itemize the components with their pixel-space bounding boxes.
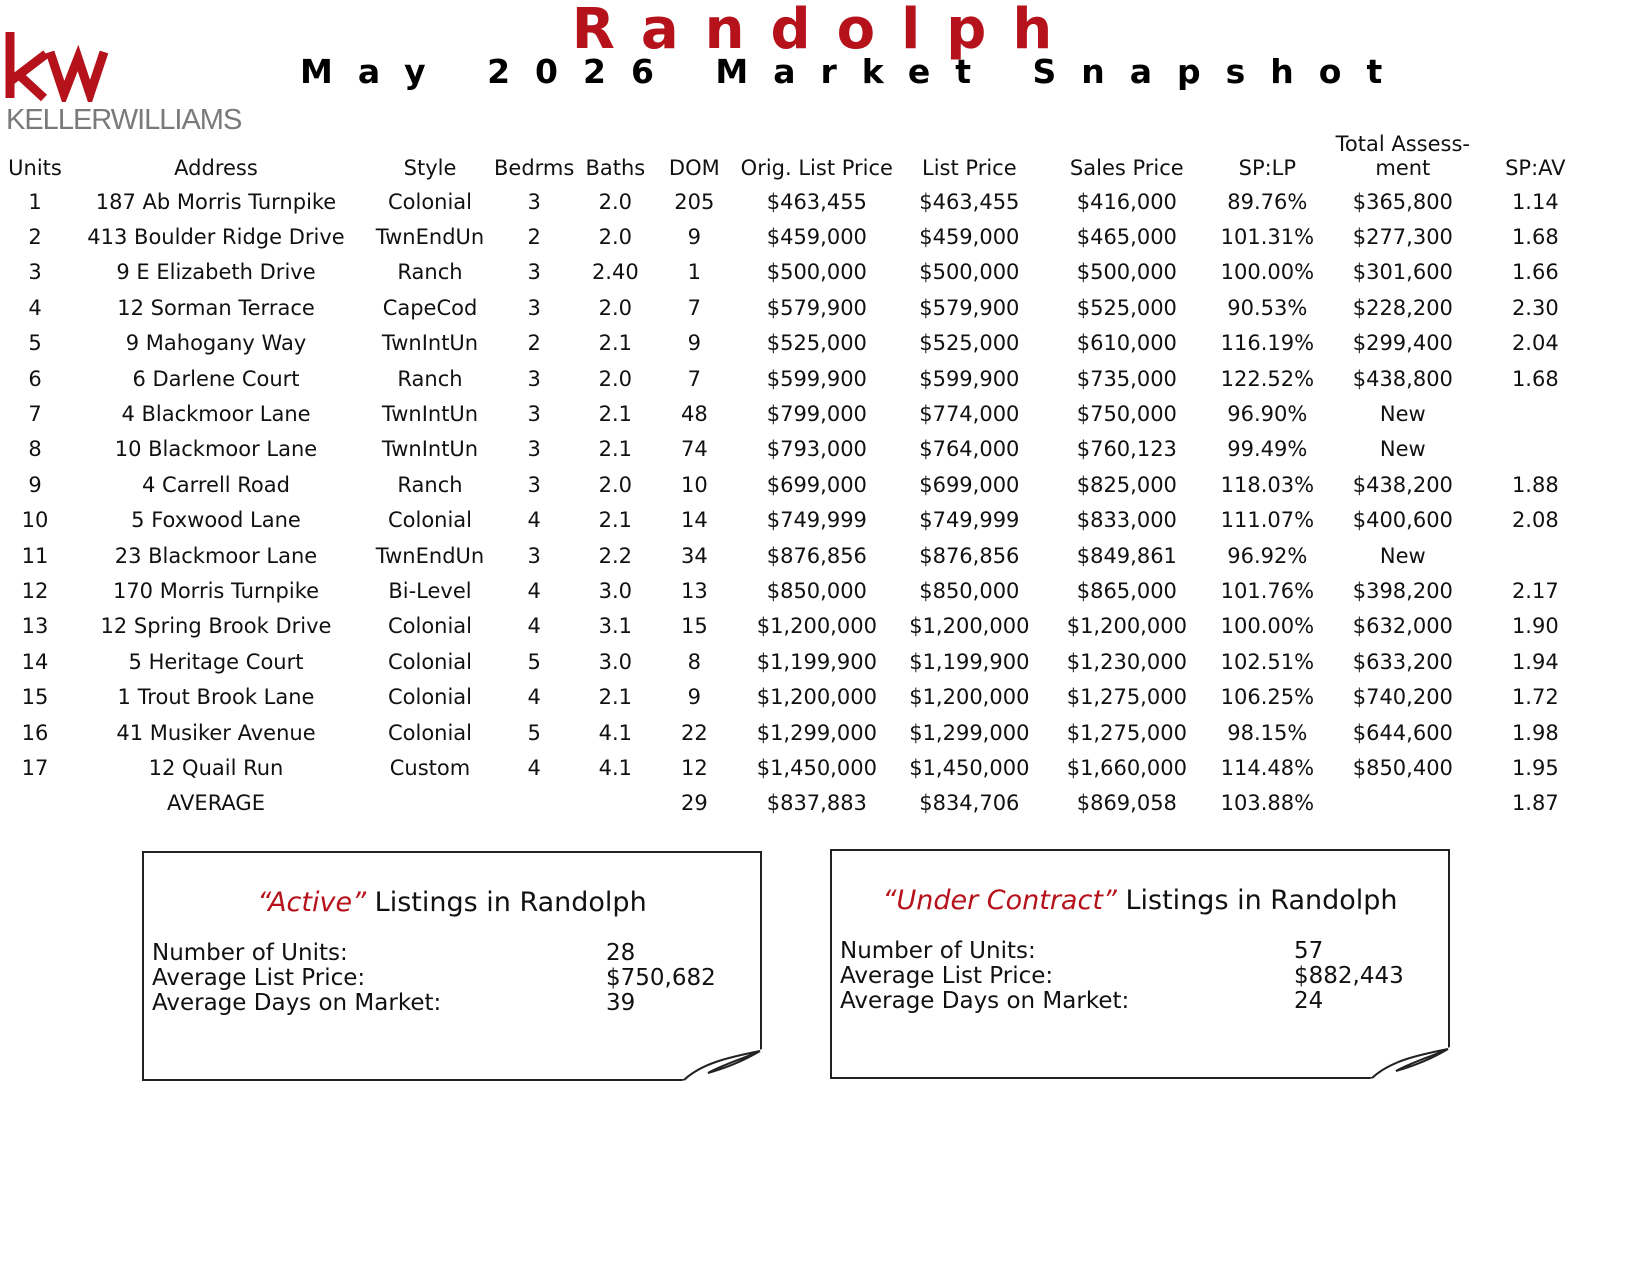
cell-sales-price: $1,200,000 [1066, 614, 1187, 639]
cell-sp-av: 1.72 [1511, 685, 1559, 710]
col-sp-av: SP:AV [1505, 156, 1566, 180]
cell-style: TwnEndUn [375, 543, 485, 568]
col-baths: Baths [585, 156, 646, 180]
cell-sp-av: 1.98 [1511, 720, 1559, 745]
cell-address: 10 Blackmoor Lane [114, 437, 318, 462]
cell-list-price: $774,000 [919, 402, 1020, 427]
cell-style: Colonial [387, 685, 473, 710]
cell-style: Ranch [397, 472, 463, 497]
cell-sp-lp: 90.53% [1227, 295, 1308, 320]
cell-bedrms: 5 [527, 720, 541, 745]
cell-list-price: $1,200,000 [909, 614, 1030, 639]
cell-address: 5 Foxwood Lane [131, 508, 301, 533]
cell-style: Ranch [397, 260, 463, 285]
cell-style: Ranch [397, 366, 463, 391]
cell-units [6, 786, 64, 821]
cell-style: Colonial [387, 720, 473, 745]
cell-style: CapeCod [382, 295, 478, 320]
cell-address: 170 Morris Turnpike [112, 578, 320, 603]
cell-total-assessment: $644,600 [1352, 720, 1453, 745]
cell-dom: 48 [680, 402, 708, 427]
cell-total-assessment: $277,300 [1352, 225, 1453, 250]
table-row [6, 573, 1585, 608]
cell-sp-lp: 98.15% [1227, 720, 1308, 745]
cell-orig-list-price: $837,883 [766, 791, 867, 816]
cell-list-price: $699,000 [919, 472, 1020, 497]
table-row [6, 503, 1585, 538]
cell-sales-price: $416,000 [1076, 189, 1177, 214]
card-row-units: Number of Units: 28 [152, 940, 636, 966]
cell-dom: 9 [687, 225, 702, 250]
cell-baths: 3.0 [598, 649, 633, 674]
table-row [6, 679, 1585, 714]
cell-sp-lp: 89.76% [1227, 189, 1308, 214]
cell-style: Colonial [387, 649, 473, 674]
cell-address: 4 Blackmoor Lane [121, 402, 311, 427]
cell-sp-lp: 111.07% [1220, 508, 1315, 533]
cell-bedrms: 3 [527, 472, 541, 497]
cell-total-assessment: New [1379, 437, 1426, 462]
cell-style: Colonial [387, 508, 473, 533]
cell-baths [576, 786, 654, 821]
cell-baths: 2.0 [598, 295, 633, 320]
cell-units: 2 [28, 225, 42, 250]
cell-sp-lp: 102.51% [1220, 649, 1315, 674]
cell-units: 1 [28, 189, 42, 214]
cell-address: 413 Boulder Ridge Drive [87, 225, 345, 250]
table-header-row [6, 132, 1585, 184]
cell-dom: 12 [680, 755, 708, 780]
cell-style: TwnIntUn [381, 402, 479, 427]
cell-orig-list-price: $463,455 [766, 189, 867, 214]
table-row [6, 361, 1585, 396]
cell-orig-list-price: $459,000 [766, 225, 867, 250]
cell-sp-lp: 116.19% [1220, 331, 1315, 356]
cell-bedrms: 3 [527, 543, 541, 568]
cell-orig-list-price: $1,299,000 [756, 720, 877, 745]
cell-list-price: $579,900 [919, 295, 1020, 320]
cell-orig-list-price: $699,000 [766, 472, 867, 497]
col-total-assessment: Total Assess- ment [1335, 132, 1470, 180]
cell-sales-price: $869,058 [1076, 791, 1177, 816]
cell-bedrms: 3 [527, 189, 541, 214]
cell-bedrms: 2 [527, 225, 541, 250]
cell-sp-av: 1.95 [1511, 755, 1559, 780]
cell-address: 23 Blackmoor Lane [114, 543, 318, 568]
cell-dom: 14 [680, 508, 708, 533]
table-row [6, 184, 1585, 219]
cell-sp-lp: 122.52% [1220, 366, 1315, 391]
cell-style: Custom [389, 755, 471, 780]
cell-sp-lp: 114.48% [1220, 755, 1315, 780]
cell-baths: 3.0 [598, 578, 633, 603]
cell-units: 4 [28, 295, 42, 320]
cell-list-price: $876,856 [919, 543, 1020, 568]
cell-dom: 22 [680, 720, 708, 745]
cell-orig-list-price: $525,000 [766, 331, 867, 356]
cell-units: 10 [21, 508, 49, 533]
cell-style: Colonial [387, 189, 473, 214]
cell-dom: 7 [687, 366, 702, 391]
cell-bedrms: 3 [527, 402, 541, 427]
col-sp-lp: SP:LP [1238, 156, 1297, 180]
cell-list-price: $1,200,000 [909, 685, 1030, 710]
cell-sales-price: $610,000 [1076, 331, 1177, 356]
cell-baths: 2.1 [598, 508, 633, 533]
cell-orig-list-price: $876,856 [766, 543, 867, 568]
cell-style [368, 786, 492, 821]
cell-units: 11 [21, 543, 49, 568]
cell-address: 6 Darlene Court [132, 366, 300, 391]
page-curl-icon [682, 1049, 762, 1081]
col-orig-list-price: Orig. List Price [740, 156, 893, 180]
cell-sales-price: $865,000 [1076, 578, 1177, 603]
cell-sp-lp: 101.76% [1220, 578, 1315, 603]
cell-sp-lp: 103.88% [1220, 791, 1315, 816]
cell-orig-list-price: $799,000 [766, 402, 867, 427]
cell-total-assessment: New [1379, 402, 1426, 427]
cell-sales-price: $735,000 [1076, 366, 1177, 391]
cell-baths: 2.1 [598, 402, 633, 427]
cell-units: 5 [28, 331, 42, 356]
cell-total-assessment: $740,200 [1352, 685, 1453, 710]
cell-dom: 205 [674, 189, 715, 214]
cell-total-assessment: $398,200 [1352, 578, 1453, 603]
cell-sp-av: 1.66 [1511, 260, 1559, 285]
page-title: Randolph [571, 0, 1079, 62]
col-sales-price: Sales Price [1069, 156, 1184, 180]
cell-address: 12 Quail Run [148, 755, 284, 780]
cell-list-price: $1,450,000 [909, 755, 1030, 780]
cell-baths: 2.0 [598, 366, 633, 391]
cell-total-assessment: $633,200 [1352, 649, 1453, 674]
table-row [6, 432, 1585, 467]
cell-address: 12 Sorman Terrace [117, 295, 315, 320]
cell-sp-lp: 106.25% [1220, 685, 1315, 710]
cell-total-assessment: $850,400 [1352, 755, 1453, 780]
cell-address: 41 Musiker Avenue [116, 720, 316, 745]
cell-list-price: $1,299,000 [909, 720, 1030, 745]
cell-address: 187 Ab Morris Turnpike [95, 189, 337, 214]
cell-bedrms: 3 [527, 437, 541, 462]
cell-total-assessment: $301,600 [1352, 260, 1453, 285]
cell-bedrms: 3 [527, 260, 541, 285]
cell-units: 14 [21, 649, 49, 674]
cell-sales-price: $760,123 [1076, 437, 1177, 462]
cell-sp-av: 2.30 [1511, 295, 1559, 320]
cell-bedrms: 5 [527, 649, 541, 674]
cell-baths: 2.0 [598, 189, 633, 214]
cell-total-assessment [1320, 786, 1485, 821]
cell-units: 13 [21, 614, 49, 639]
table-row [6, 644, 1585, 679]
cell-baths: 4.1 [598, 755, 633, 780]
cell-units: 9 [28, 472, 42, 497]
cell-sales-price: $849,861 [1076, 543, 1177, 568]
table-row [6, 538, 1585, 573]
cell-orig-list-price: $1,200,000 [756, 685, 877, 710]
cell-style: TwnIntUn [381, 331, 479, 356]
cell-orig-list-price: $1,199,900 [756, 649, 877, 674]
card-row-avg-list-price: Average List Price: $750,682 [152, 965, 716, 991]
table-row [6, 750, 1585, 785]
cell-sp-av [1485, 432, 1585, 467]
table-row [6, 715, 1585, 750]
cell-style: TwnEndUn [375, 225, 485, 250]
card-row-units: Number of Units: 57 [840, 938, 1324, 964]
cell-sp-lp: 100.00% [1220, 614, 1315, 639]
cell-orig-list-price: $850,000 [766, 578, 867, 603]
cell-sp-lp: 96.92% [1227, 543, 1308, 568]
cell-list-price: $525,000 [919, 331, 1020, 356]
active-listings-card [142, 851, 762, 1081]
cell-total-assessment: $299,400 [1352, 331, 1453, 356]
average-row [6, 786, 1585, 821]
cell-total-assessment: $400,600 [1352, 508, 1453, 533]
cell-baths: 4.1 [598, 720, 633, 745]
cell-sp-lp: 96.90% [1227, 402, 1308, 427]
cell-dom: 34 [680, 543, 708, 568]
cell-total-assessment: $228,200 [1352, 295, 1453, 320]
logo-wordmark: KELLERWILLIAMS [6, 104, 242, 136]
card-row-avg-list-price: Average List Price: $882,443 [840, 963, 1404, 989]
cell-units: 6 [28, 366, 42, 391]
card-heading: “Active” Listings in Randolph [257, 887, 647, 918]
cell-dom: 7 [687, 295, 702, 320]
cell-sp-av: 2.17 [1511, 578, 1559, 603]
page-subtitle: May 2026 Market Snapshot [300, 52, 1408, 91]
col-address: Address [174, 156, 258, 180]
col-units: Units [8, 156, 62, 180]
col-dom: DOM [668, 156, 720, 180]
cell-sales-price: $1,660,000 [1066, 755, 1187, 780]
cell-list-price: $749,999 [919, 508, 1020, 533]
cell-sp-av: 1.87 [1511, 791, 1559, 816]
cell-sales-price: $500,000 [1076, 260, 1177, 285]
cell-sales-price: $525,000 [1076, 295, 1177, 320]
cell-sp-av: 1.14 [1511, 189, 1559, 214]
cell-address: 9 E Elizabeth Drive [116, 260, 316, 285]
cell-sp-av: 2.04 [1511, 331, 1559, 356]
cell-orig-list-price: $793,000 [766, 437, 867, 462]
cell-units: 7 [28, 402, 42, 427]
cell-units: 3 [28, 260, 42, 285]
cell-sales-price: $465,000 [1076, 225, 1177, 250]
table-row [6, 609, 1585, 644]
page-curl-icon [1370, 1047, 1450, 1079]
cell-dom: 10 [680, 472, 708, 497]
cell-orig-list-price: $1,200,000 [756, 614, 877, 639]
cell-dom: 74 [680, 437, 708, 462]
cell-bedrms: 4 [527, 508, 541, 533]
cell-total-assessment: $438,200 [1352, 472, 1453, 497]
cell-dom: 13 [680, 578, 708, 603]
cell-sales-price: $825,000 [1076, 472, 1177, 497]
table-body [6, 184, 1585, 821]
cell-dom: 29 [680, 791, 708, 816]
cell-orig-list-price: $599,900 [766, 366, 867, 391]
cell-list-price: $459,000 [919, 225, 1020, 250]
cell-address: 12 Spring Brook Drive [100, 614, 332, 639]
table-row [6, 290, 1585, 325]
cell-list-price: $764,000 [919, 437, 1020, 462]
cell-sp-av [1485, 538, 1585, 573]
cell-style: TwnIntUn [381, 437, 479, 462]
cell-address: 4 Carrell Road [142, 472, 290, 497]
cell-units: 17 [21, 755, 49, 780]
cell-sp-av: 1.68 [1511, 366, 1559, 391]
cell-bedrms: 2 [527, 331, 541, 356]
col-bedrms: Bedrms [494, 156, 575, 180]
cell-sp-av: 2.08 [1511, 508, 1559, 533]
cell-sp-av: 1.90 [1511, 614, 1559, 639]
cell-list-price: $599,900 [919, 366, 1020, 391]
cell-baths: 2.0 [598, 225, 633, 250]
cell-dom: 9 [687, 685, 702, 710]
cell-bedrms [492, 786, 576, 821]
cell-sales-price: $1,275,000 [1066, 720, 1187, 745]
cell-sp-av: 1.94 [1511, 649, 1559, 674]
cell-style: Bi-Level [388, 578, 472, 603]
cell-address: 5 Heritage Court [128, 649, 304, 674]
cell-baths: 2.1 [598, 331, 633, 356]
col-list-price: List Price [922, 156, 1017, 180]
cell-dom: 15 [680, 614, 708, 639]
cell-baths: 2.1 [598, 437, 633, 462]
cell-address: 1 Trout Brook Lane [117, 685, 315, 710]
card-heading: “Under Contract” Listings in Randolph [882, 885, 1398, 916]
cell-sales-price: $750,000 [1076, 402, 1177, 427]
cell-orig-list-price: $749,999 [766, 508, 867, 533]
cell-total-assessment: $365,800 [1352, 189, 1453, 214]
cell-baths: 2.40 [591, 260, 639, 285]
cell-list-price: $850,000 [919, 578, 1020, 603]
cell-baths: 2.0 [598, 472, 633, 497]
cell-sp-av: 1.88 [1511, 472, 1559, 497]
cell-baths: 2.1 [598, 685, 633, 710]
cell-units: 8 [28, 437, 42, 462]
cell-units: 15 [21, 685, 49, 710]
cell-total-assessment: New [1379, 543, 1426, 568]
table-row [6, 396, 1585, 431]
cell-sp-lp: 118.03% [1220, 472, 1315, 497]
cell-orig-list-price: $500,000 [766, 260, 867, 285]
cell-bedrms: 4 [527, 685, 541, 710]
cell-sp-lp: 101.31% [1220, 225, 1315, 250]
cell-dom: 9 [687, 331, 702, 356]
cell-bedrms: 4 [527, 614, 541, 639]
cell-dom: 1 [687, 260, 702, 285]
cell-bedrms: 3 [527, 366, 541, 391]
col-style: Style [403, 156, 457, 180]
cell-units: 16 [21, 720, 49, 745]
cell-list-price: $1,199,900 [909, 649, 1030, 674]
cell-list-price: $834,706 [919, 791, 1020, 816]
cell-address: 9 Mahogany Way [125, 331, 307, 356]
cell-sp-lp: 99.49% [1227, 437, 1308, 462]
cell-style: Colonial [387, 614, 473, 639]
cell-list-price: $500,000 [919, 260, 1020, 285]
cell-sales-price: $1,275,000 [1066, 685, 1187, 710]
cell-baths: 3.1 [598, 614, 633, 639]
cell-bedrms: 3 [527, 295, 541, 320]
sales-table [6, 132, 1585, 821]
cell-dom: 8 [687, 649, 702, 674]
cell-sales-price: $833,000 [1076, 508, 1177, 533]
cell-sp-av [1485, 396, 1585, 431]
card-row-avg-dom: Average Days on Market: 24 [840, 988, 1324, 1014]
cell-sp-lp: 100.00% [1220, 260, 1315, 285]
cell-orig-list-price: $1,450,000 [756, 755, 877, 780]
table-row [6, 467, 1585, 502]
under-contract-listings-card [830, 849, 1450, 1079]
cell-sales-price: $1,230,000 [1066, 649, 1187, 674]
cell-list-price: $463,455 [919, 189, 1020, 214]
cell-bedrms: 4 [527, 578, 541, 603]
table-row [6, 255, 1585, 290]
cell-average-label: AVERAGE [167, 791, 265, 816]
table-row [6, 326, 1585, 361]
cell-total-assessment: $438,800 [1352, 366, 1453, 391]
cell-sp-av: 1.68 [1511, 225, 1559, 250]
cell-orig-list-price: $579,900 [766, 295, 867, 320]
cell-units: 12 [21, 578, 49, 603]
cell-baths: 2.2 [598, 543, 633, 568]
card-row-avg-dom: Average Days on Market: 39 [152, 990, 636, 1016]
cell-bedrms: 4 [527, 755, 541, 780]
cell-total-assessment: $632,000 [1352, 614, 1453, 639]
table-row [6, 219, 1585, 254]
